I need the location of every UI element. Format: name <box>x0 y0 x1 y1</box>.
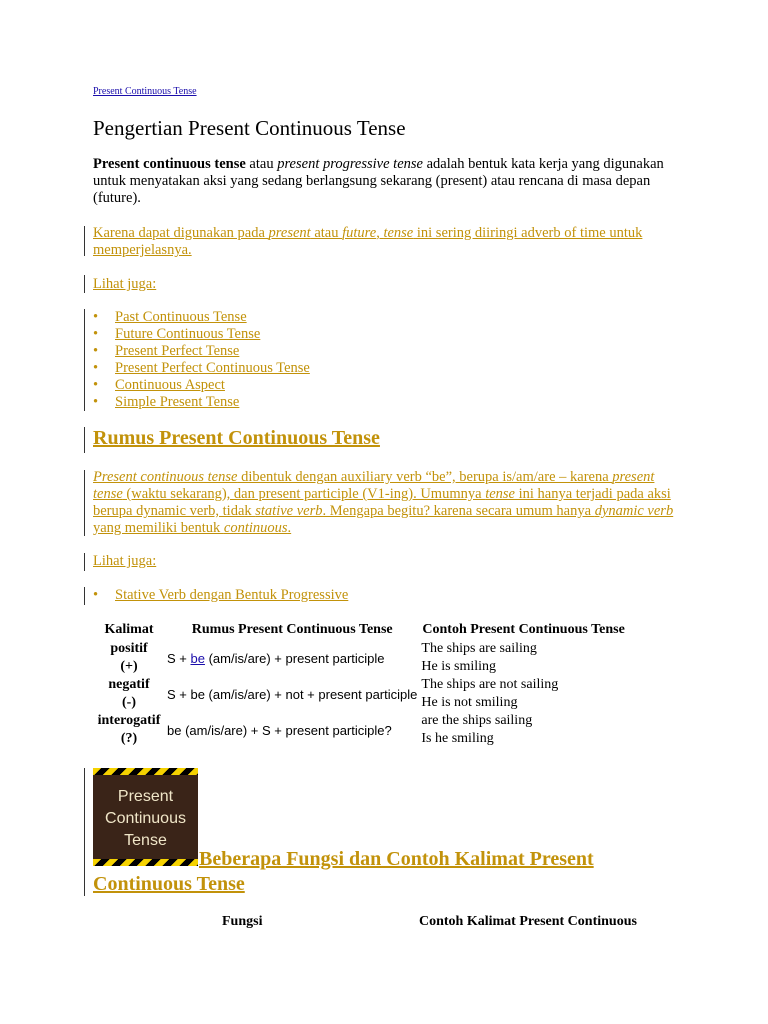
see-also-link[interactable]: Lihat juga: <box>93 553 157 569</box>
example-cell: The ships are not sailing He is not smiling <box>421 677 559 710</box>
quote-bar <box>84 427 85 453</box>
table-row <box>93 640 628 676</box>
quote-bar <box>84 587 85 605</box>
section-heading-fungsi-line2[interactable]: Continuous Tense <box>93 873 245 895</box>
page-title: Pengertian Present Continuous Tense <box>93 116 406 140</box>
intro-paragraph: Present continuous tense atau present progressive tense adalah bentuk kata kerja yang digunakan untuk menyatakan aksi yang sedang berlangsung sekarang (present) atau rencana di masa depan (future). <box>93 156 664 206</box>
sentence-type-cell: positif (+) <box>110 641 148 674</box>
table-header: Kalimat <box>104 622 154 637</box>
quote-bar <box>84 470 85 536</box>
sentence-type-cell: interogatif (?) <box>97 713 161 746</box>
list-item[interactable] <box>93 394 310 411</box>
related-links-list <box>93 587 348 604</box>
hazard-stripe <box>93 859 198 866</box>
related-link[interactable]: Present Perfect Tense <box>115 343 240 359</box>
related-link[interactable]: Simple Present Tense <box>115 394 240 410</box>
top-link[interactable]: Present Continuous Tense <box>93 86 197 97</box>
see-also-link[interactable]: Lihat juga: <box>93 276 157 292</box>
be-link[interactable]: be <box>190 650 205 666</box>
related-link[interactable]: Present Perfect Continuous Tense <box>115 360 310 376</box>
present-continuous-badge-image <box>93 768 198 866</box>
list-item[interactable] <box>93 309 310 326</box>
contoh-column-header: Contoh Kalimat Present Continuous <box>419 914 637 929</box>
hazard-stripe <box>93 768 198 775</box>
quote-bar <box>84 226 85 256</box>
related-links-list <box>93 309 310 411</box>
fungsi-column-header: Fungsi <box>222 914 263 929</box>
table-header: Rumus Present Continuous Tense <box>191 622 393 637</box>
formula-cell: S + be (am/is/are) + present participle <box>167 650 385 666</box>
related-link[interactable]: Future Continuous Tense <box>115 326 261 342</box>
quote-bar <box>84 553 85 571</box>
note-paragraph[interactable]: Karena dapat digunakan pada present atau future, tense ini sering diiringi adverb of time untuk memperjelasnya. <box>93 225 643 258</box>
table-row <box>93 676 628 712</box>
sentence-type-cell: negatif (-) <box>108 677 150 710</box>
related-link[interactable]: Past Continuous Tense <box>115 309 247 325</box>
list-item[interactable] <box>93 326 310 343</box>
table-header: Contoh Present Continuous Tense <box>422 622 625 637</box>
badge-text: Present Continuous Tense <box>105 788 186 849</box>
formula-cell: S + be (am/is/are) + not + present participle <box>167 686 418 702</box>
formula-cell: be (am/is/are) + S + present participle? <box>167 722 392 738</box>
list-item[interactable] <box>93 587 348 604</box>
quote-bar <box>84 275 85 293</box>
list-item[interactable] <box>93 377 310 394</box>
related-link[interactable]: Continuous Aspect <box>115 377 225 393</box>
related-link[interactable]: Stative Verb dengan Bentuk Progressive <box>115 587 349 603</box>
example-cell: are the ships sailing Is he smiling <box>421 713 533 746</box>
rumus-paragraph[interactable]: Present continuous tense dibentuk dengan auxiliary verb “be”, berupa is/am/are – karena present tense (waktu sekarang), dan present participle (V1-ing). Umumnya tense ini hanya terjadi pada aksi berupa dynamic verb, tidak stative verb. Mengapa begitu? karena secara umum hanya dynamic verb yang memiliki bentuk continuous. <box>93 469 674 536</box>
example-cell: The ships are sailing He is smiling <box>421 641 537 674</box>
quote-bar <box>84 768 85 896</box>
section-heading-rumus[interactable]: Rumus Present Continuous Tense <box>93 427 380 449</box>
quote-bar <box>84 309 85 411</box>
section-heading-fungsi[interactable]: Beberapa Fungsi dan Contoh Kalimat Present <box>199 848 594 870</box>
list-item[interactable] <box>93 343 310 360</box>
formula-table <box>93 620 628 748</box>
table-header-row <box>93 620 628 640</box>
list-item[interactable] <box>93 360 310 377</box>
table-row <box>93 712 628 748</box>
